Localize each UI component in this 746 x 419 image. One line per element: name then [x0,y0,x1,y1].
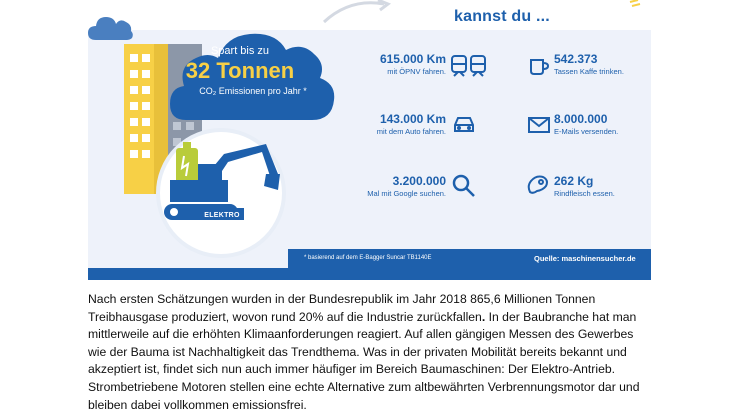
infographic-heading: kannst du ... [454,8,550,25]
coffee-cup-icon [528,54,550,76]
steak-icon [526,174,550,196]
cloud-line-1: Spart bis zu [210,45,270,57]
stat-desc: Tassen Kaffe trinken. [554,67,624,76]
stat-desc: Rindfleisch essen. [554,189,615,198]
stat-desc: mit ÖPNV fahren. [387,67,446,76]
stat-value: 3.200.000 [392,174,446,188]
article-text-bold: . [481,309,486,324]
stat-google [346,174,446,198]
cloud-line-2: 32 Tonnen [185,58,295,83]
infographic [88,0,651,280]
article-paragraph [88,291,648,414]
stat-coffee [554,52,624,76]
article-text-a: Nach ersten Schätzungen wurden in der Bundesrepublik im Jahr 2018 865,6 Millionen Tonnen Treibhausgase produziert, wovon rund 20% auf die Industrie zurückfallen [88,292,596,324]
elektro-badge: ELEKTRO [204,212,240,219]
car-icon [452,115,476,135]
stat-desc: E-Mails versenden. [554,127,619,136]
train-icon [450,54,488,78]
stat-value: 542.373 [554,52,598,66]
curved-arrow-icon [320,0,400,24]
stat-beef [554,174,615,198]
spark-icon [628,0,642,10]
stat-desc: Mal mit Google suchen. [367,189,446,198]
cloud-icon [88,12,134,42]
stat-car [346,112,446,136]
stat-desc: mit dem Auto fahren. [376,127,446,136]
article-body [88,291,648,414]
footnote: * basierend auf dem E-Bagger Suncar TB1140E [304,255,432,261]
stat-value: 615.000 Km [379,52,446,66]
stat-transit [346,52,446,76]
stat-emails [554,112,618,136]
article-text-b: In der Baubranche hat man mittlerweile auf die erhöhten Klimaanforderungen reagiert. Auf allen gängigen Messen des Gewerbes wie der Bauma ist Nachhaltigkeit das Trendthema. Was in der privaten Mobilität bereits bekannt und akzeptiert ist, findet sich nun auch immer häufiger im Bereich Baumaschinen: Der Elektro-Antrieb. Strombetriebene Motoren stellen eine echte Alternative zum altbewährten Verbrennungsmotor dar und bleiben dabei vollkommen emissionsfrei. [88,309,640,412]
cloud-line-3: CO₂ Emissionen pro Jahr * [199,86,307,96]
stat-value: 8.000.000 [554,112,608,126]
source-credit: Quelle: maschinensucher.de [534,254,636,263]
ground-strip [88,268,651,280]
stat-value: 143.000 Km [379,112,446,126]
magnifier-icon [452,174,476,198]
stat-value: 262 Kg [554,174,594,188]
excavator-icon [162,134,288,234]
envelope-icon [528,117,550,133]
